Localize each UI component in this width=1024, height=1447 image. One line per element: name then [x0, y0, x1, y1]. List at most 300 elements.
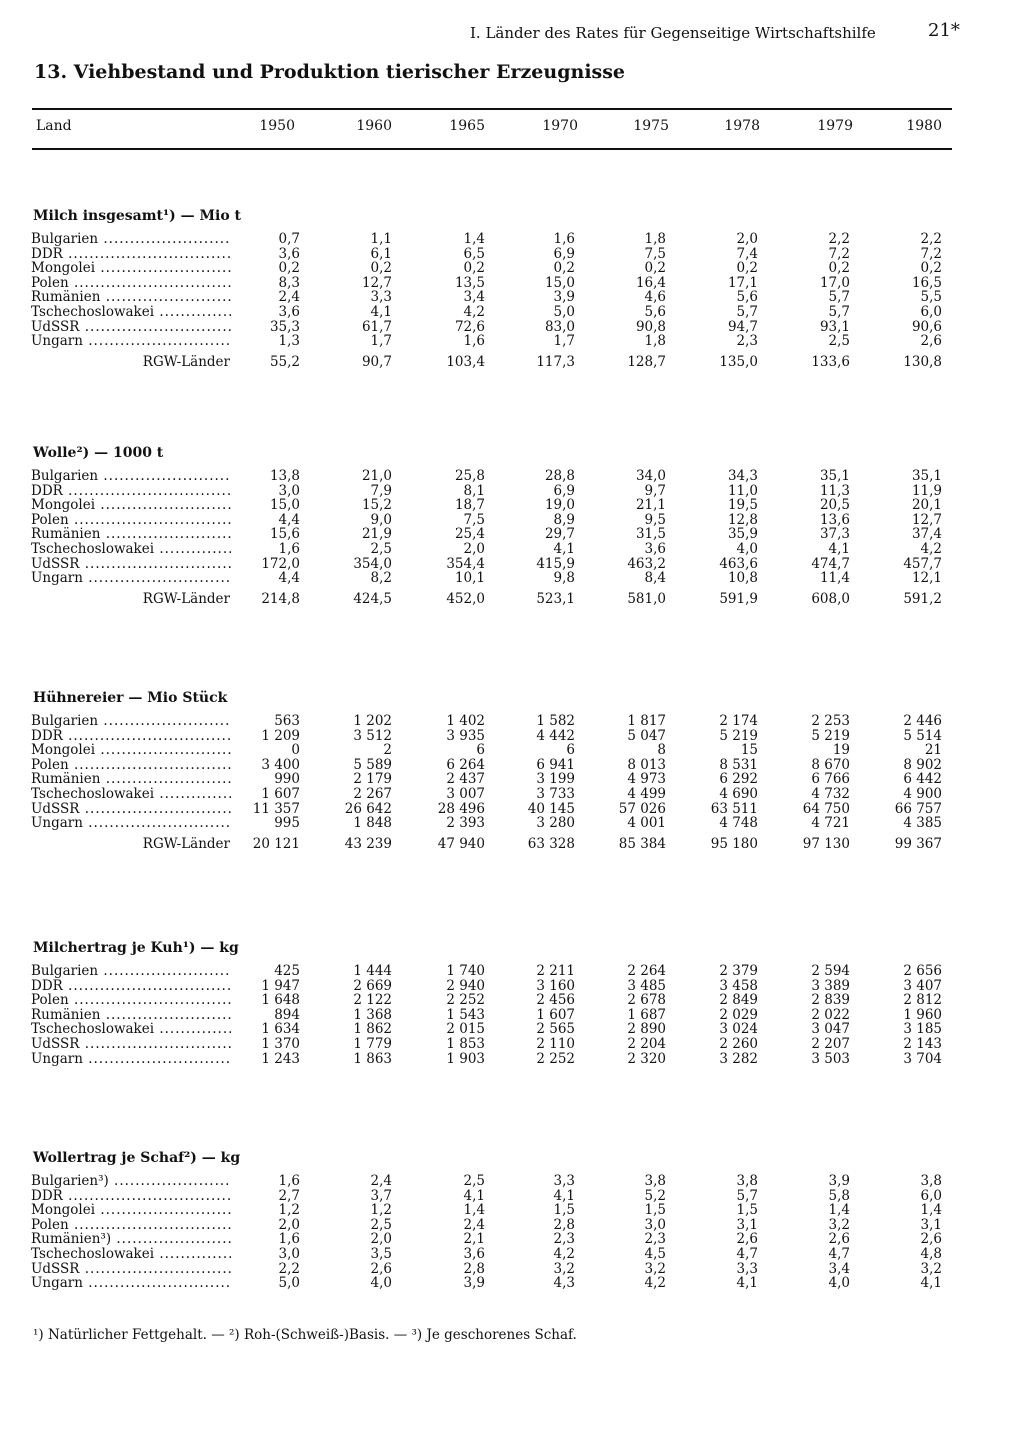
value-cell: 7,9: [370, 482, 392, 499]
value-cell: 2 456: [536, 992, 575, 1009]
country-label: Bulgarien³) .....: [31, 1174, 231, 1189]
value-cell: 64 750: [802, 800, 850, 817]
value-cell: 3,0: [278, 482, 300, 499]
value-cell: 4,0: [370, 1275, 392, 1292]
value-cell: 3 935: [446, 727, 485, 744]
country-label: Tschechoslowakei .....: [31, 1022, 231, 1037]
column-header-land: Land: [36, 118, 72, 134]
value-cell: 1 444: [353, 963, 392, 979]
value-cell: 2,6: [828, 1231, 850, 1248]
value-cell: 2 940: [446, 977, 485, 994]
value-cell: 354,4: [446, 555, 485, 572]
value-cell: 12,1: [911, 570, 942, 587]
column-header-year: 1980: [906, 118, 942, 134]
value-cell: 1,6: [463, 333, 485, 350]
section-title: Milch insgesamt¹) — Mio t: [33, 208, 242, 224]
value-cell: 4,1: [920, 1275, 942, 1292]
total-label: RGW-Länder: [142, 835, 230, 852]
country-label: Tschechoslowakei .....: [31, 305, 231, 320]
value-cell: 3 047: [811, 1021, 850, 1038]
value-cell: 3,0: [278, 1246, 300, 1262]
value-cell: 8 013: [627, 756, 666, 773]
table-row: [0, 758, 1024, 773]
country-label: Polen .....: [31, 276, 231, 291]
value-cell: 2 812: [903, 992, 942, 1009]
country-label: Tschechoslowakei .....: [31, 1247, 231, 1262]
value-cell: 2,4: [370, 1173, 392, 1189]
value-cell: 25,8: [454, 468, 485, 484]
value-cell: 3,9: [828, 1173, 850, 1189]
value-cell: 2 264: [627, 963, 666, 979]
table-row: [0, 276, 1024, 291]
value-cell: 425: [274, 963, 300, 979]
country-label: Bulgarien .....: [31, 232, 231, 247]
value-cell: 1 209: [261, 727, 300, 744]
value-cell: 3 503: [811, 1050, 850, 1067]
value-cell: 10,8: [727, 570, 758, 587]
value-cell: 990: [274, 771, 300, 788]
value-cell: 6 442: [903, 771, 942, 788]
value-cell: 11,0: [727, 482, 758, 499]
value-cell: 9,0: [370, 511, 392, 528]
value-cell: 3,5: [370, 1246, 392, 1262]
country-label: Polen .....: [31, 513, 231, 528]
value-cell: 99 367: [894, 835, 942, 852]
country-label: Rumänien³) .....: [31, 1232, 231, 1247]
value-cell: 2 143: [903, 1036, 942, 1052]
country-label: Polen .....: [31, 1218, 231, 1233]
value-cell: 1,6: [278, 1231, 300, 1248]
country-label: UdSSR .....: [31, 320, 231, 335]
value-cell: 6,9: [553, 482, 575, 499]
value-cell: 4 499: [627, 786, 666, 802]
value-cell: 415,9: [536, 555, 575, 572]
value-cell: 1 370: [261, 1036, 300, 1052]
value-cell: 8,1: [463, 482, 485, 499]
value-cell: 2 252: [536, 1050, 575, 1067]
value-cell: 35,9: [727, 526, 758, 543]
value-cell: 2,6: [370, 1260, 392, 1277]
value-cell: 15: [740, 742, 758, 759]
value-cell: 5 047: [627, 727, 666, 744]
value-cell: 11 357: [252, 800, 300, 817]
value-cell: 133,6: [811, 353, 850, 370]
total-row: [0, 352, 1024, 372]
value-cell: 1,8: [644, 231, 666, 247]
value-cell: 4,1: [736, 1275, 758, 1292]
value-cell: 2 179: [353, 771, 392, 788]
value-cell: 1,7: [553, 333, 575, 350]
value-cell: 6 941: [536, 756, 575, 773]
value-cell: 2,4: [463, 1216, 485, 1233]
value-cell: 8,2: [370, 570, 392, 587]
value-cell: 1,4: [463, 231, 485, 247]
value-cell: 2,5: [370, 541, 392, 557]
value-cell: 90,7: [361, 353, 392, 370]
value-cell: 7,2: [828, 245, 850, 262]
total-label: RGW-Länder: [142, 353, 230, 370]
value-cell: 424,5: [353, 590, 392, 607]
value-cell: 4,1: [370, 304, 392, 320]
country-label: UdSSR .....: [31, 1262, 231, 1277]
value-cell: 20,1: [911, 497, 942, 514]
table-row: [0, 247, 1024, 262]
value-cell: 35,1: [911, 468, 942, 484]
value-cell: 35,1: [819, 468, 850, 484]
value-cell: 3 185: [903, 1021, 942, 1038]
value-cell: 3,8: [736, 1173, 758, 1189]
value-cell: 3,6: [278, 304, 300, 320]
value-cell: 1 607: [536, 1006, 575, 1023]
value-cell: 1 853: [446, 1036, 485, 1052]
value-cell: 4 732: [811, 786, 850, 802]
value-cell: 452,0: [446, 590, 485, 607]
table-row: [0, 469, 1024, 484]
value-cell: 2 437: [446, 771, 485, 788]
value-cell: 15,6: [269, 526, 300, 543]
value-cell: 2 890: [627, 1021, 666, 1038]
table-row: [0, 1276, 1024, 1291]
value-cell: 29,7: [544, 526, 575, 543]
value-cell: 57 026: [618, 800, 666, 817]
value-cell: 1 903: [446, 1050, 485, 1067]
page-number: 21*: [928, 20, 960, 41]
value-cell: 1 848: [353, 815, 392, 832]
value-cell: 135,0: [719, 353, 758, 370]
value-cell: 3,7: [370, 1187, 392, 1204]
value-cell: 5,7: [736, 1187, 758, 1204]
value-cell: 1,2: [278, 1202, 300, 1219]
table-row: [0, 1008, 1024, 1023]
value-cell: 5,6: [736, 289, 758, 306]
value-cell: 4,1: [828, 541, 850, 557]
value-cell: 103,4: [446, 353, 485, 370]
value-cell: 19: [832, 742, 850, 759]
value-cell: 3 007: [446, 786, 485, 802]
value-cell: 83,0: [544, 318, 575, 335]
value-cell: 25,4: [454, 526, 485, 543]
table-row: [0, 1262, 1024, 1277]
value-cell: 5,8: [828, 1187, 850, 1204]
value-cell: 35,3: [269, 318, 300, 335]
country-label: UdSSR .....: [31, 557, 231, 572]
value-cell: 3 280: [536, 815, 575, 832]
value-cell: 15,0: [269, 497, 300, 514]
value-cell: 4 973: [627, 771, 666, 788]
table-row: [0, 513, 1024, 528]
table-row: [0, 232, 1024, 247]
value-cell: 354,0: [353, 555, 392, 572]
value-cell: 2,0: [278, 1216, 300, 1233]
value-cell: 5,7: [828, 304, 850, 320]
value-cell: 563: [274, 713, 300, 729]
value-cell: 2 678: [627, 992, 666, 1009]
value-cell: 2,3: [644, 1231, 666, 1248]
value-cell: 4,3: [553, 1275, 575, 1292]
top-rule: [32, 108, 952, 110]
running-header: I. Länder des Rates für Gegenseitige Wirtschaftshilfe: [470, 24, 876, 42]
table-row: [0, 1022, 1024, 1037]
value-cell: 0,7: [278, 231, 300, 247]
section-title: Hühnereier — Mio Stück: [33, 690, 228, 706]
value-cell: 128,7: [627, 353, 666, 370]
value-cell: 28,8: [544, 468, 575, 484]
country-label: Ungarn .....: [31, 1052, 231, 1067]
value-cell: 3 704: [903, 1050, 942, 1067]
value-cell: 4,2: [463, 304, 485, 320]
table-row: [0, 993, 1024, 1008]
value-cell: 2 252: [446, 992, 485, 1009]
value-cell: 4,0: [828, 1275, 850, 1292]
value-cell: 3,6: [278, 245, 300, 262]
value-cell: 9,5: [644, 511, 666, 528]
value-cell: 2,0: [370, 1231, 392, 1248]
value-cell: 2 211: [536, 963, 575, 979]
value-cell: 28 496: [437, 800, 485, 817]
table-row: [0, 1232, 1024, 1247]
value-cell: 5,7: [736, 304, 758, 320]
value-cell: 2,2: [828, 231, 850, 247]
country-label: Ungarn .....: [31, 571, 231, 586]
value-cell: 5,2: [644, 1187, 666, 1204]
value-cell: 3,9: [463, 1275, 485, 1292]
column-header-year: 1975: [633, 118, 669, 134]
value-cell: 463,6: [719, 555, 758, 572]
value-cell: 11,4: [819, 570, 850, 587]
value-cell: 8,9: [553, 511, 575, 528]
value-cell: 2 110: [536, 1036, 575, 1052]
value-cell: 1 634: [261, 1021, 300, 1038]
value-cell: 90,8: [635, 318, 666, 335]
value-cell: 5,6: [644, 304, 666, 320]
section-title: Wollertrag je Schaf²) — kg: [33, 1150, 241, 1166]
value-cell: 7,4: [736, 245, 758, 262]
value-cell: 1 740: [446, 963, 485, 979]
value-cell: 1,7: [370, 333, 392, 350]
value-cell: 37,4: [911, 526, 942, 543]
header-rule: [32, 148, 952, 150]
value-cell: 0,2: [553, 260, 575, 277]
country-label: Ungarn .....: [31, 334, 231, 349]
value-cell: 1,5: [736, 1202, 758, 1219]
value-cell: 2,6: [736, 1231, 758, 1248]
country-label: Rumänien .....: [31, 527, 231, 542]
country-label: Bulgarien .....: [31, 469, 231, 484]
country-label: Tschechoslowakei .....: [31, 787, 231, 802]
value-cell: 4,1: [553, 1187, 575, 1204]
table-row: [0, 557, 1024, 572]
value-cell: 63 328: [527, 835, 575, 852]
value-cell: 1 687: [627, 1006, 666, 1023]
table-row: [0, 1052, 1024, 1067]
table-row: [0, 743, 1024, 758]
value-cell: 2,6: [920, 333, 942, 350]
value-cell: 5 514: [903, 727, 942, 744]
value-cell: 1,1: [370, 231, 392, 247]
value-cell: 10,1: [454, 570, 485, 587]
value-cell: 8,3: [278, 274, 300, 291]
value-cell: 3,2: [920, 1260, 942, 1277]
value-cell: 1 543: [446, 1006, 485, 1023]
value-cell: 4 442: [536, 727, 575, 744]
value-cell: 63 511: [710, 800, 758, 817]
country-label: DDR .....: [31, 1189, 231, 1204]
value-cell: 2 656: [903, 963, 942, 979]
table-row: [0, 964, 1024, 979]
value-cell: 20,5: [819, 497, 850, 514]
value-cell: 2 122: [353, 992, 392, 1009]
value-cell: 2 015: [446, 1021, 485, 1038]
value-cell: 6: [566, 742, 575, 759]
country-label: Tschechoslowakei .....: [31, 542, 231, 557]
total-row: [0, 834, 1024, 854]
table-row: [0, 334, 1024, 349]
value-cell: 5 219: [811, 727, 850, 744]
value-cell: 2,0: [736, 231, 758, 247]
value-cell: 6 264: [446, 756, 485, 773]
value-cell: 1,4: [920, 1202, 942, 1219]
value-cell: 0,2: [644, 260, 666, 277]
value-cell: 34,3: [727, 468, 758, 484]
value-cell: 523,1: [536, 590, 575, 607]
value-cell: 3,9: [553, 289, 575, 306]
table-row: [0, 787, 1024, 802]
value-cell: 1,6: [278, 1173, 300, 1189]
value-cell: 13,5: [454, 274, 485, 291]
value-cell: 6,0: [920, 1187, 942, 1204]
value-cell: 4,8: [920, 1246, 942, 1262]
value-cell: 5,0: [553, 304, 575, 320]
value-cell: 2,5: [463, 1173, 485, 1189]
column-header-year: 1979: [817, 118, 853, 134]
value-cell: 1,2: [370, 1202, 392, 1219]
value-cell: 2 260: [719, 1036, 758, 1052]
table-row: [0, 320, 1024, 335]
country-label: DDR .....: [31, 979, 231, 994]
country-label: Polen .....: [31, 993, 231, 1008]
value-cell: 37,3: [819, 526, 850, 543]
value-cell: 8 670: [811, 756, 850, 773]
country-label: Rumänien .....: [31, 290, 231, 305]
value-cell: 3 199: [536, 771, 575, 788]
country-label: Rumänien .....: [31, 1008, 231, 1023]
value-cell: 3,1: [736, 1216, 758, 1233]
value-cell: 3,6: [644, 541, 666, 557]
value-cell: 15,0: [544, 274, 575, 291]
value-cell: 117,3: [536, 353, 575, 370]
value-cell: 94,7: [727, 318, 758, 335]
country-label: Bulgarien .....: [31, 714, 231, 729]
value-cell: 8 531: [719, 756, 758, 773]
value-cell: 2 320: [627, 1050, 666, 1067]
value-cell: 894: [274, 1006, 300, 1023]
value-cell: 9,8: [553, 570, 575, 587]
value-cell: 9,7: [644, 482, 666, 499]
value-cell: 19,5: [727, 497, 758, 514]
value-cell: 1 582: [536, 713, 575, 729]
value-cell: 6 292: [719, 771, 758, 788]
value-cell: 4,0: [736, 541, 758, 557]
value-cell: 591,2: [903, 590, 942, 607]
country-label: DDR .....: [31, 729, 231, 744]
value-cell: 0: [291, 742, 300, 759]
value-cell: 1,4: [828, 1202, 850, 1219]
value-cell: 4,2: [553, 1246, 575, 1262]
value-cell: 3,8: [644, 1173, 666, 1189]
value-cell: 6,5: [463, 245, 485, 262]
value-cell: 4,2: [920, 541, 942, 557]
value-cell: 43 239: [344, 835, 392, 852]
value-cell: 3,2: [828, 1216, 850, 1233]
value-cell: 3 160: [536, 977, 575, 994]
total-row: [0, 589, 1024, 609]
table-row: [0, 1037, 1024, 1052]
value-cell: 0,2: [828, 260, 850, 277]
value-cell: 2,1: [463, 1231, 485, 1248]
value-cell: 2 839: [811, 992, 850, 1009]
value-cell: 3 458: [719, 977, 758, 994]
value-cell: 3 485: [627, 977, 666, 994]
value-cell: 72,6: [454, 318, 485, 335]
value-cell: 18,7: [454, 497, 485, 514]
value-cell: 3,8: [920, 1173, 942, 1189]
value-cell: 463,2: [627, 555, 666, 572]
value-cell: 0,2: [463, 260, 485, 277]
value-cell: 1 402: [446, 713, 485, 729]
value-cell: 40 145: [527, 800, 575, 817]
value-cell: 21,1: [635, 497, 666, 514]
value-cell: 85 384: [618, 835, 666, 852]
column-header-year: 1965: [449, 118, 485, 134]
table-row: [0, 729, 1024, 744]
table-row: [0, 979, 1024, 994]
value-cell: 1,5: [553, 1202, 575, 1219]
value-cell: 4 900: [903, 786, 942, 802]
table-row: [0, 290, 1024, 305]
country-label: UdSSR .....: [31, 802, 231, 817]
value-cell: 2,5: [828, 333, 850, 350]
table-row: [0, 714, 1024, 729]
table-row: [0, 772, 1024, 787]
value-cell: 21,0: [361, 468, 392, 484]
value-cell: 591,9: [719, 590, 758, 607]
value-cell: 1 243: [261, 1050, 300, 1067]
value-cell: 1 960: [903, 1006, 942, 1023]
value-cell: 3 407: [903, 977, 942, 994]
table-row: [0, 498, 1024, 513]
value-cell: 0,2: [278, 260, 300, 277]
country-label: Mongolei .....: [31, 1203, 231, 1218]
section-title: Milchertrag je Kuh¹) — kg: [33, 940, 239, 956]
value-cell: 55,2: [269, 353, 300, 370]
value-cell: 12,8: [727, 511, 758, 528]
value-cell: 31,5: [635, 526, 666, 543]
value-cell: 1,3: [278, 333, 300, 350]
value-cell: 93,1: [819, 318, 850, 335]
value-cell: 6,0: [920, 304, 942, 320]
value-cell: 4,1: [553, 541, 575, 557]
value-cell: 13,6: [819, 511, 850, 528]
table-row: [0, 1189, 1024, 1204]
value-cell: 3,2: [644, 1260, 666, 1277]
value-cell: 3,4: [828, 1260, 850, 1277]
table-row: [0, 261, 1024, 276]
value-cell: 6,1: [370, 245, 392, 262]
table-row: [0, 1174, 1024, 1189]
value-cell: 8: [657, 742, 666, 759]
value-cell: 20 121: [252, 835, 300, 852]
value-cell: 61,7: [361, 318, 392, 335]
